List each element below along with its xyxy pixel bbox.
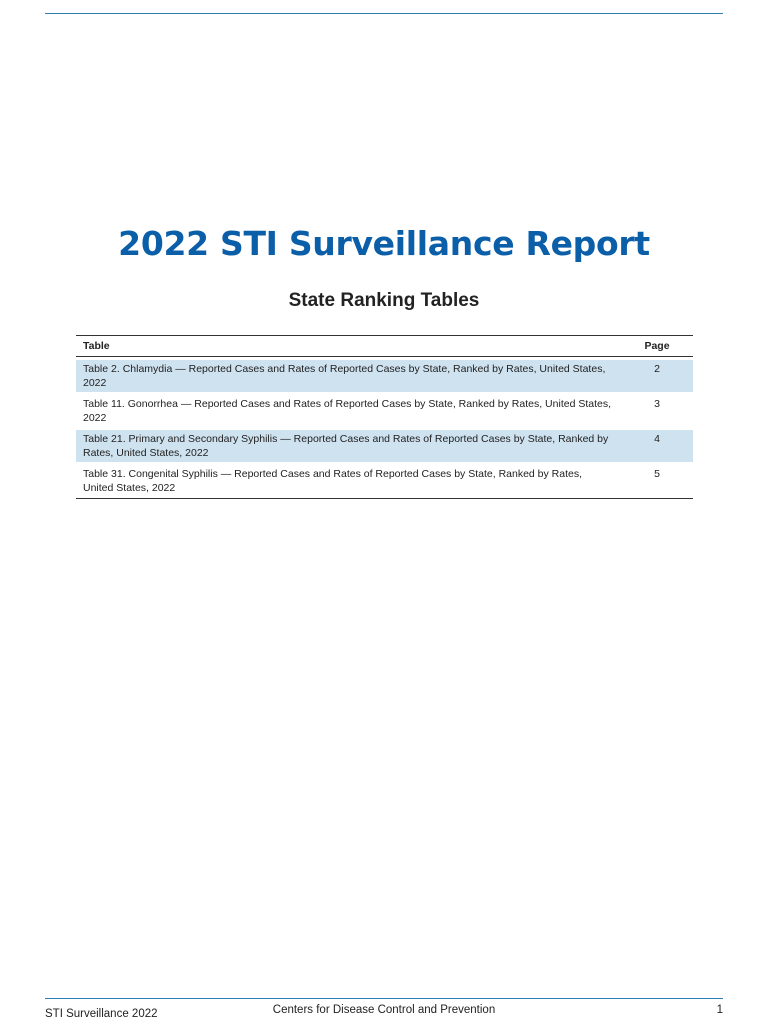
footer-report-name: STI Surveillance 2022: [45, 1008, 158, 1020]
footer-agency: Centers for Disease Control and Prevention: [272, 1004, 496, 1016]
toc-row[interactable]: [76, 465, 693, 499]
toc-row-title[interactable]: Table 2. Chlamydia — Reported Cases and Rates of Reported Cases by State, Ranked by Rates, United States, 2022: [76, 360, 621, 392]
toc-row[interactable]: [76, 395, 693, 427]
toc-row-page[interactable]: 2: [621, 360, 693, 392]
toc-header-page: Page: [621, 336, 693, 357]
footer-rule: [45, 998, 723, 999]
toc-header-row: [76, 336, 693, 357]
toc-row-page[interactable]: 3: [654, 398, 660, 410]
document-subtitle: State Ranking Tables: [288, 290, 480, 311]
toc-row-title[interactable]: Table 21. Primary and Secondary Syphilis — Reported Cases and Rates of Reported Cases by State, Ranked by Rates, United States, 2022: [76, 430, 621, 462]
toc-row[interactable]: [76, 360, 693, 392]
document-title: 2022 STI Surveillance Report: [118, 224, 650, 263]
toc-row-title[interactable]: Table 11. Gonorrhea — Reported Cases and Rates of Reported Cases by State, Ranked by Rates, United States, 2022: [83, 398, 612, 424]
footer-page-number: 1: [716, 1004, 723, 1016]
toc-row-page[interactable]: 4: [621, 430, 693, 462]
header-rule: [45, 13, 723, 14]
table-of-contents: [76, 335, 693, 499]
toc-row[interactable]: [76, 430, 693, 462]
toc-header-table: Table: [76, 336, 621, 357]
toc-row-page[interactable]: 5: [621, 465, 693, 499]
toc-row-title[interactable]: Table 31. Congenital Syphilis — Reported Cases and Rates of Reported Cases by State, Ranked by Rates, United States, 2022: [76, 465, 621, 499]
